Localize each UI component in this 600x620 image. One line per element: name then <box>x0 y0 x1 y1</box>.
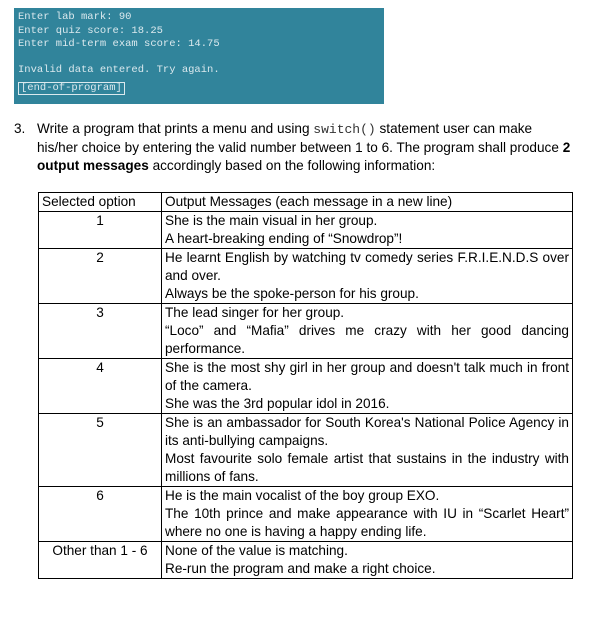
console-line: Enter mid-term exam score: 14.75 <box>18 38 220 50</box>
message: He is the main vocalist of the boy group EXO. <box>165 488 440 503</box>
question-text <box>37 120 574 175</box>
header-output-messages: Output Messages (each message in a new line) <box>162 193 573 212</box>
message: He learnt English by watching tv comedy series F.R.I.E.N.D.S over and over. <box>165 250 569 283</box>
message: She is an ambassador for South Korea's National Police Agency in its anti-bullying campaigns. <box>165 415 569 448</box>
table-row <box>39 414 573 487</box>
message: “Loco” and “Mafia” drives me crazy with her good dancing performance. <box>165 323 569 356</box>
message: The lead singer for her group. <box>165 305 345 320</box>
messages-cell <box>162 212 573 249</box>
option-cell: 4 <box>39 359 162 414</box>
messages-cell <box>162 487 573 542</box>
table-row <box>39 304 573 359</box>
console-output <box>14 8 384 104</box>
question-bold: 2 output messages <box>37 140 571 173</box>
console-error-line: Invalid data entered. Try again. <box>18 63 220 76</box>
messages-cell <box>162 542 573 579</box>
console-gap <box>18 52 380 64</box>
console-line: Enter quiz score: 18.25 <box>18 24 163 37</box>
console-line: Enter lab mark: 90 <box>18 11 132 23</box>
question-text-part: Write a program that prints a menu and using <box>37 121 314 136</box>
message: Always be the spoke-person for his group. <box>165 286 419 301</box>
question-number: 3. <box>14 121 26 136</box>
option-cell: 6 <box>39 487 162 542</box>
option-cell: 1 <box>39 212 162 249</box>
switch-code: switch() <box>313 122 376 137</box>
message: Most favourite solo female artist that sustains in the industry with millions of fans. <box>165 451 569 484</box>
option-cell: Other than 1 - 6 <box>39 542 162 579</box>
messages-cell <box>162 414 573 487</box>
message: Re-run the program and make a right choice. <box>165 561 436 576</box>
header-selected-option: Selected option <box>39 193 162 212</box>
output-messages-table <box>38 192 573 579</box>
message: None of the value is matching. <box>165 543 348 558</box>
option-cell: 2 <box>39 249 162 304</box>
option-cell: 3 <box>39 304 162 359</box>
table-row <box>39 359 573 414</box>
question-text-part: statement user can make his/her choice by entering the valid number between 1 to 6. The program shall produce <box>37 121 563 155</box>
console-end-marker: [end-of-program] <box>18 82 125 95</box>
table-header-row <box>39 193 573 212</box>
messages-cell <box>162 249 573 304</box>
question-3 <box>14 120 574 175</box>
question-text-part: accordingly based on the following information: <box>148 158 436 173</box>
table-row <box>39 542 573 579</box>
option-cell: 5 <box>39 414 162 487</box>
messages-cell <box>162 304 573 359</box>
messages-cell <box>162 359 573 414</box>
table-row <box>39 212 573 249</box>
table-row <box>39 249 573 304</box>
message: She is the most shy girl in her group and doesn't talk much in front of the camera. <box>165 360 569 393</box>
message: She is the main visual in her group. <box>165 213 378 228</box>
message: The 10th prince and make appearance with IU in “Scarlet Heart” where no one is having a happy ending life. <box>165 506 569 539</box>
message: She was the 3rd popular idol in 2016. <box>165 396 390 411</box>
table-row <box>39 487 573 542</box>
message: A heart-breaking ending of “Snowdrop”! <box>165 231 403 246</box>
